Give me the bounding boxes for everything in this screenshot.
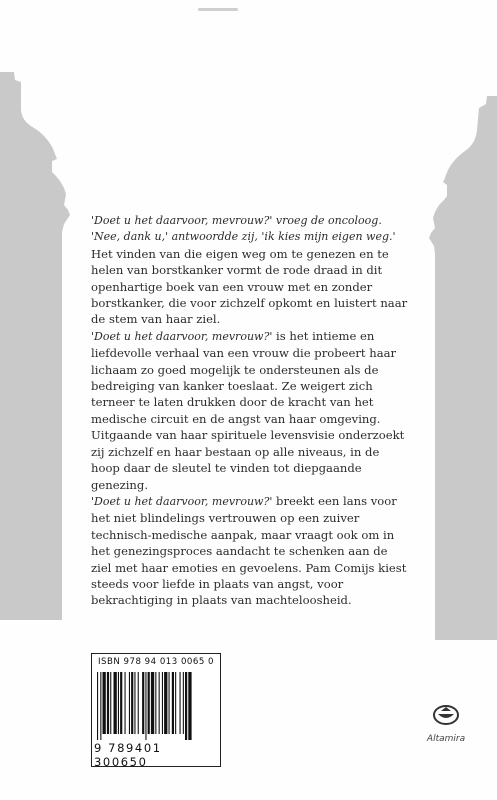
blurb-text (91, 213, 411, 609)
publisher-name: Altamira (426, 734, 466, 744)
book-title-inline: 'Doet u het daarvoor, mevrouw?' (91, 329, 273, 343)
barcode-panel (91, 653, 221, 767)
right-pillar-silhouette (417, 0, 497, 640)
quote-question: 'Doet u het daarvoor, mevrouw?' vroeg de oncoloog. (91, 214, 382, 227)
quote-answer: 'Nee, dank u,' antwoordde zij, 'ik kies mijn eigen weg.' (91, 230, 396, 244)
paragraph-story-text: is het intieme en liefdevolle verhaal van een vrouw die probeert haar lichaam zo goed mogelijk te ondersteunen als de bedreiging van kanker toeslaat. Ze weigert zich terneer te laten drukken door de kracht van het medische circuit en de angst van haar omgeving. Uitgaande van haar spirituele levensvisie onderzoekt zij zichzelf en haar bestaan op alle niveaus, in de hoop daar de sleutel te vinden tot diepgaande genezing. (91, 328, 405, 492)
paragraph-message-text: breekt een lans voor het niet blindelings vertrouwen op een zuiver technisch-medische aanpak, maar vraagt ook om in het genezingsproces aandacht te schenken aan de ziel met haar emoties en gevoelens. Pam Comijs kiest steeds voor liefde in plaats van angst, voor bekrachtiging in plaats van machteloosheid. (91, 493, 407, 608)
boat-icon (432, 701, 460, 729)
barcode-bars (97, 672, 215, 740)
paragraph-message (91, 493, 411, 609)
left-pillar-silhouette (0, 0, 80, 620)
scratch-mark (198, 8, 238, 11)
isbn-label: ISBN 978 94 013 0065 0 (97, 657, 215, 667)
barcode-digits: 9 789401 300650 (94, 741, 162, 769)
book-title-inline: 'Doet u het daarvoor, mevrouw?' (91, 494, 273, 508)
publisher-logo (426, 701, 466, 771)
paragraph-story (91, 328, 411, 493)
paragraph-intro: Het vinden van die eigen weg om te genezen en te helen van borstkanker vormt de rode draad in dit openhartige boek van een vrouw met en zonder borstkanker, die voor zichzelf opkomt en luistert naar de stem van haar ziel. (91, 246, 408, 327)
